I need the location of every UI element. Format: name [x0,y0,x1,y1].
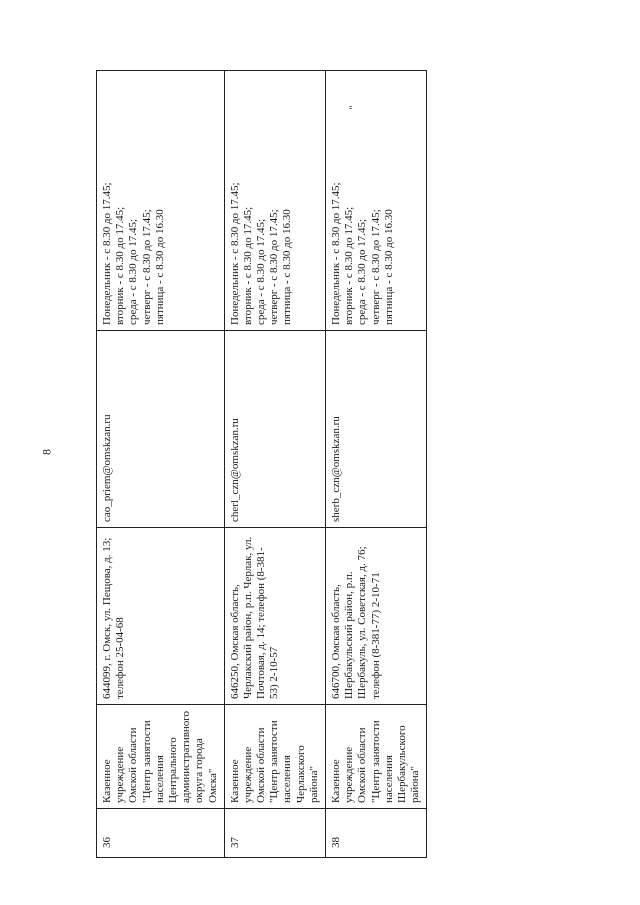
address-phone: 644099, г. Омск, ул. Пещова, д. 13; телефон 25-04-68 [97,528,225,705]
hours-line: вторник - с 8.30 до 17.45; [114,206,127,325]
hours-line: четверг - с 8.30 до 17.45; [140,209,153,325]
table-container [96,130,422,858]
employment-centers-table [96,70,427,858]
row-number: 36 [97,809,225,858]
hours-line: вторник - с 8.30 до 17.45; [241,206,254,325]
institution-name: Казенное учреждение Омской области "Центр занятости населения Черлакского района" [224,705,325,809]
hours-line: четверг - с 8.30 до 17.45; [268,209,281,325]
hours-line: Понедельник - с 8.30 до 17.45; [330,182,342,325]
institution-name: Казенное учреждение Омской области "Центр занятости населения Шербакульского района" [326,705,427,809]
institution-name: Казенное учреждение Омской области "Центр занятости населения Центрального административного округа города Омска" [97,705,225,809]
table-row [326,71,427,858]
row-number: 38 [326,809,427,858]
hours-line: пятница - с 8.30 до 16.30 [153,209,166,325]
email-address: cherl_czn@omskzan.ru [224,331,325,528]
work-hours [224,71,325,331]
table-row [97,71,225,858]
row-number: 37 [224,809,325,858]
page-number: 8 [39,449,54,455]
hours-line: Понедельник - с 8.30 до 17.45; [101,182,113,325]
hours-line: среда - с 8.30 до 17.45; [255,218,268,325]
hours-line: вторник - с 8.30 до 17.45; [343,206,356,325]
address-phone: 646700, Омская область, Шербакульский район, р.п. Шербакуль, ул. Советская, д. 76; телефон (8-381-77) 2-10-71 [326,528,427,705]
table-row [224,71,325,858]
corner-mark: " [348,105,360,110]
email-address: sherb_czn@omskzan.ru [326,331,427,528]
work-hours [326,71,427,331]
address-phone: 646250, Омская область, Черлакский район, р.п. Черлак, ул. Почтовая, д. 14; телефон (8-381-53) 2-10-57 [224,528,325,705]
hours-line: Понедельник - с 8.30 до 17.45; [228,182,241,325]
work-hours [97,71,225,331]
email-address: cao_priem@omskzan.ru [97,331,225,528]
hours-line: четверг - с 8.30 до 17.45; [369,209,382,325]
hours-line: пятница - с 8.30 до 16.30 [382,209,395,325]
hours-line: среда - с 8.30 до 17.45; [356,218,369,325]
hours-line: пятница - с 8.30 до 16.30 [281,209,294,325]
hours-line: среда - с 8.30 до 17.45; [127,218,140,325]
